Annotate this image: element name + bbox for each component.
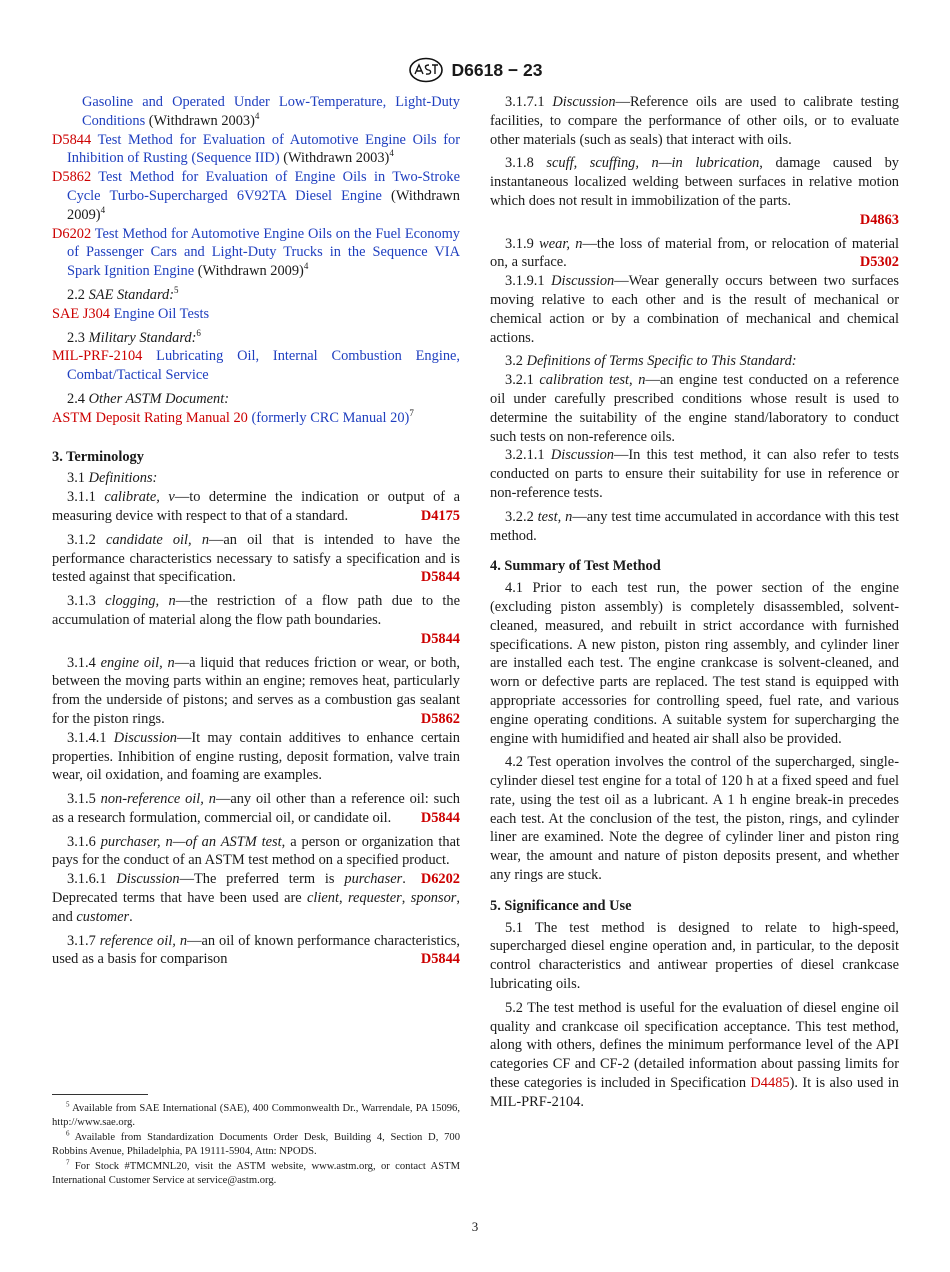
standard-designation: D6618 − 23 xyxy=(451,59,543,80)
section-2-3-heading: 2.3 Military Standard:$^6$ xyxy=(67,327,201,346)
reference-astm-manual: ASTM Deposit Rating Manual 20 (formerly CRC Manual 20)$^7$ xyxy=(52,407,414,426)
reference-link[interactable]: Gasoline and Operated Under Low-Temperature, Light-Duty Conditions xyxy=(82,94,460,129)
definition-source-link[interactable]: D5844 xyxy=(420,569,460,586)
footnotes xyxy=(52,1102,460,1188)
left-column xyxy=(52,93,460,969)
definition-3-2-1: 3.2.1 calibration test, n—an engine test conducted on a reference oil under carefully prescribed conditions whose result is used to determine the suitability of the engine stand/laboratory to conduct such tests on non-reference oils. xyxy=(490,372,899,445)
definition-3-1-9: 3.1.9 wear, n—the loss of material from, or relocation of material on, a surface. D5302 xyxy=(490,235,900,271)
definition-3-1-6: 3.1.6 purchaser, n—of an ASTM test, a person or organization that pays for the conduct of an ASTM test method on a specified product. D6202 xyxy=(52,833,460,888)
definition-source-link[interactable]: D5862 xyxy=(420,710,460,727)
reference-code-link[interactable]: D5862 xyxy=(52,169,92,186)
discussion-3-2-1-1: 3.2.1.1 Discussion—In this test method, it can also refer to tests conducted on parts to ensure their suitability for use in reference or non-reference tests. xyxy=(490,447,900,501)
definition-3-2-2: 3.2.2 test, n—any test time accumulated in accordance with this test method. xyxy=(490,508,899,544)
reference-mil-prf-2104 xyxy=(52,347,460,385)
reference-title-link[interactable]: Lubricating Oil, Internal Combustion Engine, Combat/Tactical Service xyxy=(67,348,460,384)
section-2-2-heading: 2.2 SAE Standard:$^5$ xyxy=(67,285,179,303)
page-number: 3 xyxy=(471,1219,479,1234)
definition-3-1-1: 3.1.1 calibrate, v—to determine the indication or output of a measuring device with respect to that of a standard. D4175 xyxy=(52,489,460,524)
definition-3-1-3-source xyxy=(52,630,460,649)
reference-title-link[interactable]: (formerly CRC Manual 20) xyxy=(247,409,410,426)
reference-title-link[interactable]: Engine Oil Tests xyxy=(109,305,210,322)
discussion-3-1-9-1: 3.1.9.1 Discussion—Wear generally occurs between two surfaces moving relative to each other and is the result of mechanical or chemical action or by a combination of mechanical and chemical actions. xyxy=(490,273,900,346)
page-header xyxy=(0,57,950,83)
section-2-4-heading: 2.4 Other ASTM Document: xyxy=(67,390,230,407)
definition-source-link[interactable]: D4863 xyxy=(859,211,899,228)
reference-d5862: D5862 Test Method for Evaluation of Engine Oils in Two-Stroke Cycle Turbo-Supercharged 6V92TA Diesel Engine (Withdrawn 2009)$^4$ xyxy=(52,169,460,223)
footnote-5: $^5$ Available from SAE International (SAE), 400 Commonwealth Dr., Warrendale, PA 15096, http://www.sae.org. xyxy=(52,1100,460,1129)
reference-continuation: Gasoline and Operated Under Low-Temperature, Light-Duty Conditions (Withdrawn 2003)$^4$ xyxy=(82,94,460,129)
reference-title-link[interactable]: Test Method for Automotive Engine Oils on the Fuel Economy of Passenger Cars and Light-Duty Trucks in the Sequence VIA Spark Ignition Engine xyxy=(67,225,460,280)
section-5-heading: 5. Significance and Use xyxy=(490,897,632,914)
right-column xyxy=(490,93,899,1112)
section-3-heading: 3. Terminology xyxy=(52,448,144,465)
definition-3-1-8: 3.1.8 scuff, scuffing, n—in lubrication, damage caused by instantaneous localized welding between surfaces in relative motion which does not result in immobilization of the parts. xyxy=(490,155,899,209)
definition-source-link[interactable]: D5844 xyxy=(420,809,460,826)
astm-logo-icon xyxy=(408,57,444,83)
section-3-2-heading: 3.2 Definitions of Terms Specific to This Standard: xyxy=(505,353,797,370)
definition-source-link[interactable]: D6202 xyxy=(420,871,460,888)
definition-3-1-4: 3.1.4 engine oil, n—a liquid that reduces friction or wear, or both, between the moving parts within an engine; removes heat, particularly from the underside of pistons; and serves as a combustion gas sealant for the piston rings. D5862 xyxy=(52,654,460,727)
definition-source-link[interactable]: D5844 xyxy=(420,630,460,647)
definition-3-1-5: 3.1.5 non-reference oil, n—any oil other than a reference oil: such as a research formulation, commercial oil, or candidate oil. D5844 xyxy=(52,791,460,826)
definition-3-1-2: 3.1.2 candidate oil, n—an oil that is intended to have the performance characteristics necessary to satisfy a specification and is tested against that specification. D5844 xyxy=(52,531,460,586)
paragraph-4-1: 4.1 Prior to each test run, the power section of the engine (excluding piston assembly) is completely disassembled, solvent-cleaned, measured, and rebuilt in strict accordance with furnished specifications. A new piston, piston ring assembly, and cylinder liner are installed each test. The engine crankcase is solvent-cleaned, and worn or defective parts are replaced. The test stand is equipped with appropriate accessories for controlling speed, fuel rate, and various engine operating conditions. A suitable system for supercharging the engine with humidified and heated air shall also be provided. xyxy=(490,580,899,747)
reference-code-link[interactable]: ASTM Deposit Rating Manual 20 xyxy=(52,409,248,426)
definition-3-1-3: 3.1.3 clogging, n—the restriction of a flow path due to the accumulation of material along the flow path boundaries. xyxy=(52,593,460,628)
definition-3-1-8-source xyxy=(490,211,899,230)
footnote-7: $^7$ For Stock #TMCMNL20, visit the ASTM website, www.astm.org, or contact ASTM International Customer Service at service@astm.org. xyxy=(52,1158,460,1187)
reference-sae-j304 xyxy=(52,305,460,324)
reference-d5844: D5844 Test Method for Evaluation of Automotive Engine Oils for Inhibition of Rusting (Sequence IID) (Withdrawn 2003)$^4$ xyxy=(52,131,460,167)
reference-d6202: D6202 Test Method for Automotive Engine Oils on the Fuel Economy of Passenger Cars and Light-Duty Trucks in the Sequence VIA Spark Ignition Engine (Withdrawn 2009)$^4$ xyxy=(52,225,460,280)
definition-source-link[interactable]: D5844 xyxy=(420,951,460,968)
reference-title-link[interactable]: Test Method for Evaluation of Engine Oils in Two-Stroke Cycle Turbo-Supercharged 6V92TA Diesel Engine xyxy=(67,169,460,204)
reference-code-link[interactable]: SAE J304 xyxy=(52,305,110,322)
footnote-6: $^6$ Available from Standardization Documents Order Desk, Building 4, Section D, 700 Robbins Avenue, Philadelphia, PA 19111-5904, Attn: NPODS. xyxy=(52,1129,460,1158)
section-4-heading: 4. Summary of Test Method xyxy=(490,558,661,575)
reference-code-link[interactable]: D5844 xyxy=(52,131,92,148)
section-3-1-heading: 3.1 Definitions: xyxy=(67,470,158,487)
reference-code-link[interactable]: MIL-PRF-2104 xyxy=(52,348,143,365)
definition-source-link[interactable]: D4175 xyxy=(420,507,460,524)
reference-code-link[interactable]: D6202 xyxy=(52,225,92,242)
specification-link[interactable]: D4485 xyxy=(750,1075,790,1092)
reference-title-link[interactable]: Test Method for Evaluation of Automotive Engine Oils for Inhibition of Rusting (Sequence IID) xyxy=(67,131,460,167)
footnote-divider xyxy=(52,1094,148,1095)
discussion-3-1-6-1: 3.1.6.1 Discussion—The preferred term is purchaser. Deprecated terms that have been used are client, requester, sponsor, and customer. xyxy=(52,871,460,925)
discussion-3-1-4-1: 3.1.4.1 Discussion—It may contain additives to enhance certain properties. Inhibition of engine rusting, deposit formation, valve train wear, oil oxidation, and foaming are examples. xyxy=(52,729,460,784)
definition-source-link[interactable]: D5302 xyxy=(859,254,899,271)
definition-3-1-7: 3.1.7 reference oil, n—an oil of known performance characteristics, used as a basis for comparison D5844 xyxy=(52,932,460,968)
discussion-3-1-7-1: 3.1.7.1 Discussion—Reference oils are used to calibrate testing facilities, to compare the performance of other oils, or to evaluate other materials (such as seals) that interact with oils. xyxy=(490,94,899,148)
paragraph-5-1: 5.1 The test method is designed to relate to high-speed, supercharged diesel engine operation and, in particular, to the deposit control characteristics and antiwear properties of diesel crankcase lubricating oils. xyxy=(490,919,899,993)
paragraph-5-2: 5.2 The test method is useful for the evaluation of diesel engine oil quality and crankcase oil specification acceptance. This test method, along with others, defines the minimum performance level of the API categories CF and CF-2 (detailed information about passing limits for these categories is included in Specification D4485). It is also used in MIL-PRF-2104. xyxy=(490,999,899,1110)
paragraph-4-2: 4.2 Test operation involves the control of the supercharged, single-cylinder diesel test engine for a total of 120 h at a fixed speed and fuel rate, using the test oil as a lubricant. A 1 h engine break-in precedes each test. At the conclusion of the test, the piston, rings, and cylinder liner are examined. Note the degree of cylinder liner and piston ring wear, the amount and nature of piston deposits present, and whether any rings are stuck. xyxy=(490,754,899,884)
